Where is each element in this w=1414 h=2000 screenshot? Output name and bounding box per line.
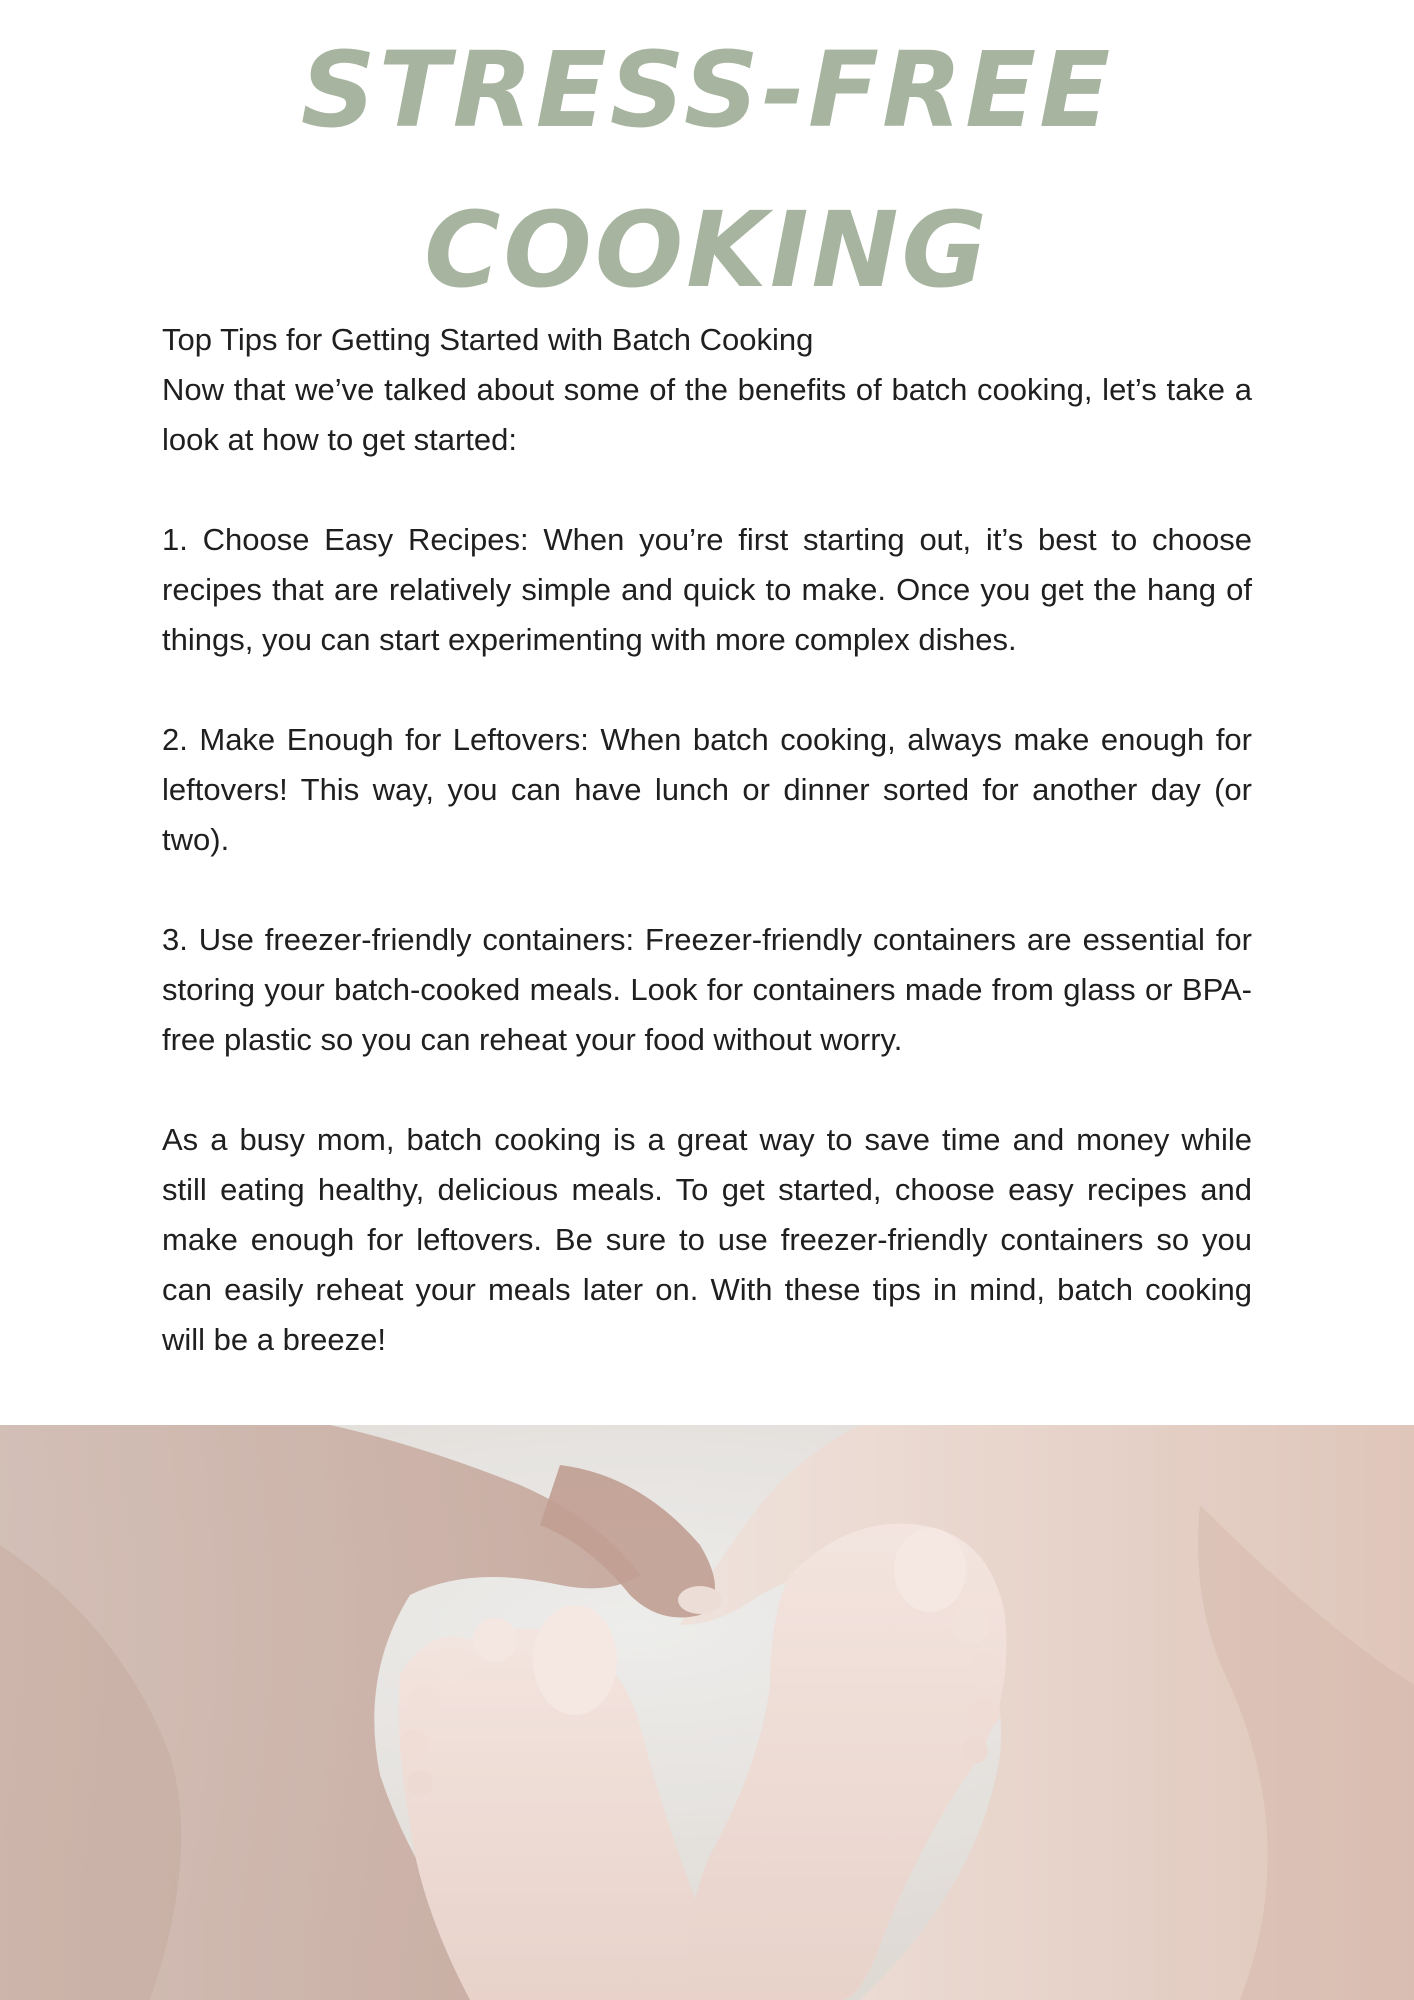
paragraph-spacer	[162, 665, 1252, 715]
article-body	[162, 315, 1252, 1365]
title-line-1: STRESS-FREE	[300, 29, 1114, 151]
tip-1: 1. Choose Easy Recipes: When you’re first starting out, it’s best to choose recipes that are relatively simple and quick to make. Once you get the hang of things, you can start experimenting with more complex dishes.	[162, 522, 1252, 657]
intro-paragraph: Now that we’ve talked about some of the benefits of batch cooking, let’s take a look at how to get started:	[162, 372, 1252, 457]
page-title	[0, 10, 1414, 330]
conclusion-paragraph: As a busy mom, batch cooking is a great way to save time and money while still eating healthy, delicious meals. To get started, choose easy recipes and make enough for leftovers. Be sure to use freezer-friendly containers so you can easily reheat your meals later on. With these tips in mind, batch cooking will be a breeze!	[162, 1122, 1252, 1357]
title-line-2: COOKING	[424, 189, 990, 311]
tip-2: 2. Make Enough for Leftovers: When batch cooking, always make enough for leftovers! This way, you can have lunch or dinner sorted for another day (or two).	[162, 722, 1252, 857]
baby-feet-photo	[0, 1425, 1414, 2000]
paragraph-spacer	[162, 865, 1252, 915]
baby-feet-in-hands-icon	[0, 1425, 1414, 2000]
section-subtitle: Top Tips for Getting Started with Batch Cooking	[162, 322, 814, 357]
tip-3: 3. Use freezer-friendly containers: Freezer-friendly containers are essential for storing your batch-cooked meals. Look for containers made from glass or BPA-free plastic so you can reheat your food without worry.	[162, 922, 1252, 1057]
paragraph-spacer	[162, 465, 1252, 515]
paragraph-spacer	[162, 1065, 1252, 1115]
